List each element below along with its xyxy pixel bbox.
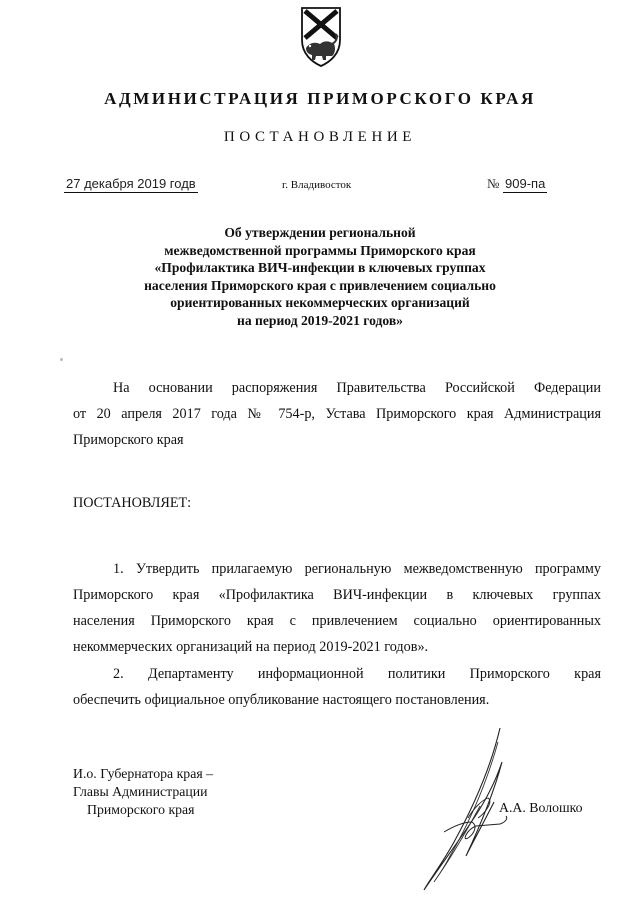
- document-date: [64, 176, 198, 191]
- date-value: 27 декабря 2019 годв: [66, 176, 196, 191]
- signer-position-line: Приморского края: [87, 802, 195, 817]
- signer-position: [73, 765, 213, 819]
- paragraph-line: Приморского края: [73, 432, 184, 448]
- paragraph-line: обеспечить официальное опубликование настоящего постановления.: [73, 692, 490, 708]
- paragraph-line: некоммерческих организаций на период 2019-2021 годов».: [73, 639, 429, 655]
- resolution-item-2: [73, 661, 601, 713]
- paragraph-line: населения Приморского края с привлечением социально ориентированных: [73, 613, 601, 629]
- title-line: межведомственной программы Приморского края: [164, 242, 476, 258]
- document-title: [120, 224, 520, 329]
- signer-position-line: И.о. Губернатора края –: [73, 766, 214, 781]
- signer-name: А.А. Волошко: [499, 800, 583, 815]
- title-line: Об утверждении региональной: [224, 225, 416, 240]
- city: г. Владивосток: [282, 179, 352, 191]
- number-sign: №: [487, 176, 500, 191]
- paragraph-line: На основании распоряжения Правительства Российской Федерации: [113, 380, 601, 396]
- organization-name: АДМИНИСТРАЦИЯ ПРИМОРСКОГО КРАЯ: [104, 89, 536, 108]
- resolution-item-1: [73, 556, 601, 660]
- document-type: ПОСТАНОВЛЕНИЕ: [223, 129, 417, 145]
- number-value: 909-па: [505, 176, 546, 191]
- scan-speck: [60, 358, 63, 361]
- paragraph-line: Приморского края «Профилактика ВИЧ-инфекции в ключевых группах: [73, 587, 601, 603]
- signer-position-line: Главы Администрации: [73, 784, 208, 799]
- title-line: на период 2019-2021 годов»: [237, 312, 403, 328]
- coat-of-arms-icon: [296, 4, 346, 68]
- document-number: [487, 176, 547, 192]
- title-line: населения Приморского края с привлечением социально: [144, 277, 496, 293]
- basis-paragraph: [73, 375, 601, 453]
- paragraph-line: 1. Утвердить прилагаемую региональную межведомственную программу: [113, 561, 601, 577]
- resolves-heading: ПОСТАНОВЛЯЕТ:: [73, 495, 192, 511]
- title-line: «Профилактика ВИЧ-инфекции в ключевых группах: [154, 260, 486, 275]
- paragraph-line: 2. Департаменту информационной политики Приморского края: [113, 666, 601, 682]
- title-line: ориентированных некоммерческих организаций: [170, 295, 470, 310]
- paragraph-line: от 20 апреля 2017 года № 754-р, Устава Приморского края Администрация: [73, 406, 601, 422]
